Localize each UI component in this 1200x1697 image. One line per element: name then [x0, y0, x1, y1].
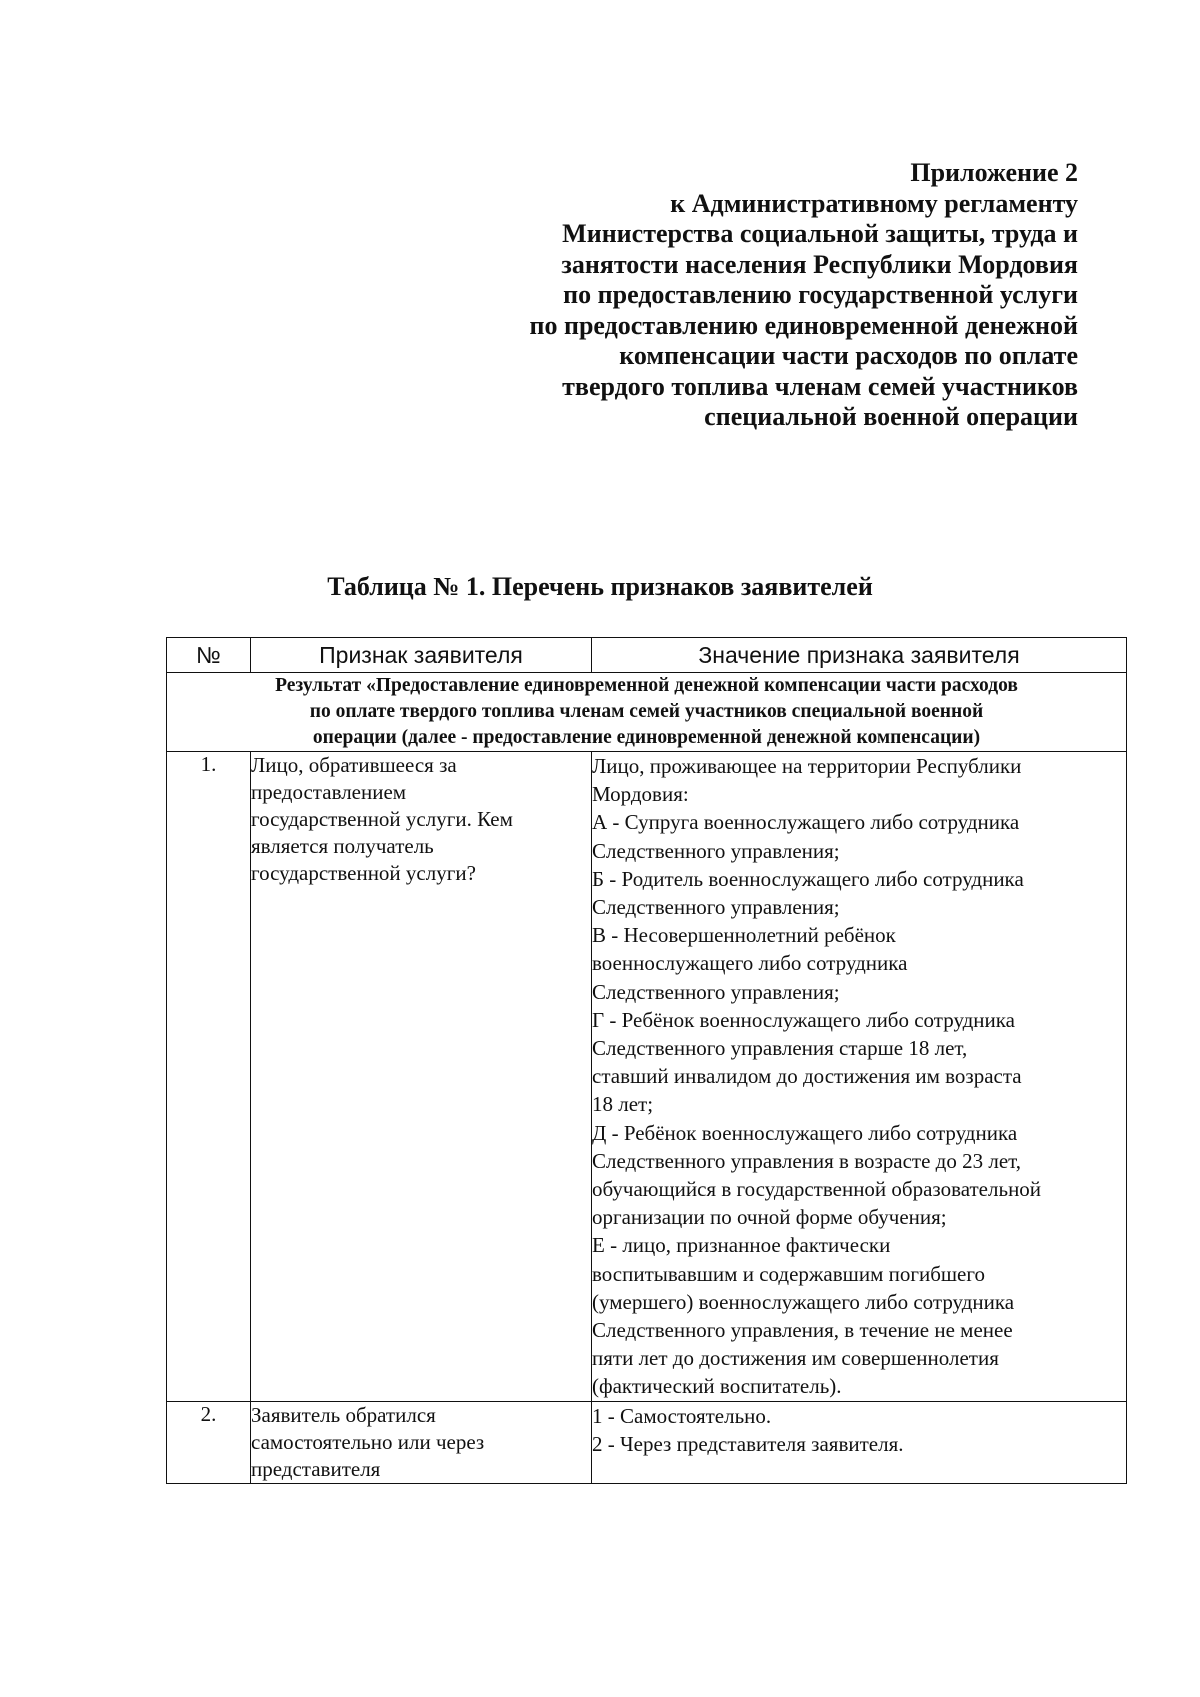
appendix-heading: [438, 158, 1078, 433]
value-line: ставший инвалидом до достижения им возраста: [592, 1064, 1022, 1089]
sign-line: государственной услуги?: [251, 861, 476, 885]
header-num: №: [167, 638, 251, 673]
value-line: Следственного управления;: [592, 895, 840, 920]
value-line: (фактический воспитатель).: [592, 1374, 842, 1399]
sign-cell: [251, 1401, 592, 1483]
table-title: Таблица № 1. Перечень признаков заявителей: [327, 572, 873, 601]
appendix-line: к Административному регламенту: [670, 188, 1078, 218]
value-line: Д - Ребёнок военнослужащего либо сотрудника: [592, 1120, 1018, 1145]
table-row: [167, 752, 1127, 1402]
sign-line: представителя: [251, 1456, 381, 1481]
value-line: Следственного управления;: [592, 979, 840, 1004]
sign-line: является получатель: [251, 834, 434, 858]
table-header-row: [167, 638, 1127, 673]
applicant-signs-table: [166, 637, 1127, 1484]
appendix-line: специальной военной операции: [704, 402, 1078, 431]
result-row: [167, 673, 1127, 752]
value-line: 1 - Самостоятельно.: [592, 1403, 772, 1428]
value-line: Следственного управления в возрасте до 23 лет,: [592, 1148, 1021, 1173]
result-line: Результат «Предоставление единовременной денежной компенсации части расходов: [275, 675, 1018, 696]
appendix-line: Министерства социальной защиты, труда и: [562, 219, 1078, 248]
value-line: Мордовия:: [592, 782, 689, 807]
value-line: обучающийся в государственной образовательной: [592, 1177, 1042, 1202]
appendix-line: занятости населения Республики Мордовия: [561, 249, 1078, 279]
value-line: Следственного управления, в течение не менее: [592, 1318, 1013, 1343]
sign-line: самостоятельно или через: [251, 1429, 485, 1454]
header-sign: Признак заявителя: [251, 638, 592, 673]
value-line: военнослужащего либо сотрудника: [592, 951, 908, 976]
value-cell: [592, 1401, 1127, 1483]
appendix-line: компенсации части расходов по оплате: [619, 341, 1078, 370]
sign-line: предоставлением: [251, 780, 407, 804]
value-line: воспитывавшим и содержавшим погибшего: [592, 1261, 985, 1286]
value-line: Г - Ребёнок военнослужащего либо сотрудника: [592, 1007, 1015, 1032]
sign-line: Заявитель обратился: [251, 1402, 436, 1427]
value-line: организации по очной форме обучения;: [592, 1205, 947, 1230]
value-line: (умершего) военнослужащего либо сотрудника: [592, 1289, 1015, 1314]
value-line: Б - Родитель военнослужащего либо сотрудника: [592, 866, 1024, 891]
sign-cell: [251, 752, 592, 1402]
row-number: 2.: [167, 1401, 251, 1483]
value-line: А - Супруга военнослужащего либо сотрудника: [592, 810, 1020, 835]
value-line: 18 лет;: [592, 1092, 654, 1117]
appendix-line: по предоставлению единовременной денежной: [529, 310, 1078, 340]
header-value: Значение признака заявителя: [592, 638, 1127, 673]
value-line: Следственного управления старше 18 лет,: [592, 1036, 968, 1061]
table-row: [167, 1401, 1127, 1483]
value-cell: [592, 752, 1127, 1402]
sign-line: государственной услуги. Кем: [251, 807, 513, 831]
value-line: Лицо, проживающее на территории Республики: [592, 754, 1022, 778]
result-line: по оплате твердого топлива членам семей участников специальной военной: [309, 701, 984, 722]
row-number: 1.: [167, 752, 251, 1402]
value-line: 2 - Через представителя заявителя.: [592, 1431, 904, 1456]
value-line: пяти лет до достижения им совершеннолетия: [592, 1346, 999, 1371]
appendix-line: Приложение 2: [910, 158, 1078, 187]
value-line: Следственного управления;: [592, 838, 840, 863]
sign-line: Лицо, обратившееся за: [251, 753, 457, 777]
result-line: операции (далее - предоставление единовременной денежной компенсации): [312, 727, 981, 748]
appendix-line: твердого топлива членам семей участников: [562, 371, 1078, 401]
value-line: В - Несовершеннолетний ребёнок: [592, 923, 896, 948]
value-line: Е - лицо, признанное фактически: [592, 1233, 891, 1258]
result-cell: [167, 673, 1127, 752]
appendix-line: по предоставлению государственной услуги: [563, 280, 1078, 309]
